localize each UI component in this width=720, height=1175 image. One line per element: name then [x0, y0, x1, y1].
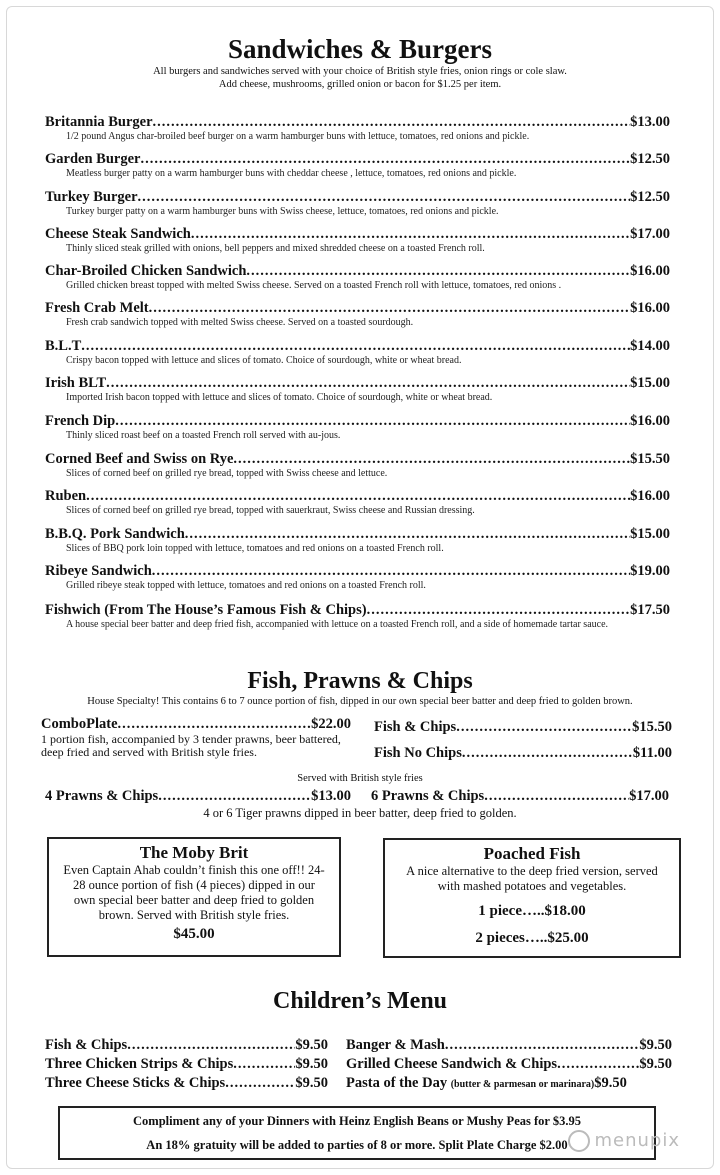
kids-item-price: $9.50 — [295, 1056, 328, 1072]
poached-two: 2 pieces…..$25.00 — [475, 930, 589, 946]
menu-item-desc: Crispy bacon topped with lettuce and slices of tomato. Choice of sourdough, white or wheat bread. — [66, 355, 462, 366]
poached-one-price: $18.00 — [544, 903, 586, 919]
kids-item-price: $9.50 — [295, 1037, 328, 1053]
menu-item-price: $16.00 — [630, 300, 670, 316]
menupix-logo-icon — [568, 1130, 590, 1152]
combo-price: $22.00 — [311, 716, 351, 732]
kids-item-price: $9.50 — [594, 1075, 627, 1091]
footer-line-2: An 18% gratuity will be added to parties of 8 or more. Split Plate Charge $2.00 — [146, 1138, 568, 1152]
watermark — [568, 1130, 680, 1152]
kids-item-name: Banger & Mash — [346, 1037, 445, 1053]
menu-item-price: $12.50 — [630, 189, 670, 205]
menu-item-desc: Thinly sliced roast beef on a toasted French roll served with au-jous. — [66, 430, 341, 441]
menu-item-price: $15.00 — [630, 375, 670, 391]
prawns-6 — [371, 788, 669, 805]
combo-plate — [41, 716, 351, 759]
poached-fish-box — [383, 838, 681, 958]
menu-item-name: Ribeye Sandwich — [45, 563, 152, 579]
fish-intro: House Specialty! This contains 6 to 7 ounce portion of fish, dipped in our own special beer batter and deep fried to golden brown. — [87, 696, 633, 707]
p6-price: $17.00 — [629, 788, 669, 804]
menu-item — [45, 263, 670, 292]
menu-item — [45, 488, 670, 517]
menu-item-name: B.B.Q. Pork Sandwich — [45, 526, 185, 542]
p4-name: 4 Prawns & Chips — [45, 788, 159, 804]
footer-line-1: Compliment any of your Dinners with Heinz English Beans or Mushy Peas for $3.95 — [133, 1114, 581, 1128]
kids-item-name: Pasta of the Day — [346, 1075, 448, 1091]
menu-item-desc: Meatless burger patty on a warm hamburger buns with cheddar cheese , lettuce, tomatoes, red onions and pickle. — [66, 168, 517, 179]
menu-item-name: Corned Beef and Swiss on Rye — [45, 451, 234, 467]
poached-title: Poached Fish — [483, 844, 581, 863]
menu-item-name: Irish BLT — [45, 375, 107, 391]
moby-desc: Even Captain Ahab couldn’t finish this one off!! 24-28 ounce portion of fish (4 pieces) dipped in our own special beer batter and deep fried to golden brown. Served with British style fries. — [63, 863, 325, 922]
menu-item-price: $19.00 — [630, 563, 670, 579]
poached-one: 1 piece…..$18.00 — [478, 903, 586, 919]
menu-item-price: $13.00 — [630, 114, 670, 130]
menu-item-price: $14.00 — [630, 338, 670, 354]
menu-item-name: Ruben — [45, 488, 87, 504]
menu-item-price: $16.00 — [630, 413, 670, 429]
menu-item-desc: Grilled ribeye steak topped with lettuce, tomatoes and red onions on a toasted French roll. — [66, 580, 426, 591]
poached-desc: A nice alternative to the deep fried version, served with mashed potatoes and vegetables. — [406, 864, 658, 893]
menu-item — [45, 375, 670, 404]
sandwiches-intro-2: Add cheese, mushrooms, grilled onion or bacon for $1.25 per item. — [218, 79, 502, 90]
menu-item-name: Fishwich (From The House’s Famous Fish & Chips) — [45, 602, 367, 618]
kids-item-price: $9.50 — [639, 1037, 672, 1053]
p6-name: 6 Prawns & Chips — [371, 788, 485, 804]
combo-name: ComboPlate — [41, 716, 118, 732]
menu-item-name: Britannia Burger — [45, 114, 153, 130]
watermark-text: menupix — [594, 1130, 680, 1151]
sandwiches-title: Sandwiches & Burgers — [227, 34, 492, 64]
moby-title: The Moby Brit — [139, 843, 249, 862]
kids-item-name: Three Cheese Sticks & Chips — [45, 1075, 226, 1091]
menu-item-price: $12.50 — [630, 151, 670, 167]
menu-item-name: B.L.T — [45, 338, 82, 354]
kids-item-price: $9.50 — [295, 1075, 328, 1091]
menu-item — [45, 338, 670, 367]
menu-item — [45, 602, 670, 631]
menu-item-price: $16.00 — [630, 263, 670, 279]
menu-item — [45, 300, 670, 329]
menu-item — [45, 563, 670, 592]
p4-price: $13.00 — [311, 788, 351, 804]
menu-item-price: $16.00 — [630, 488, 670, 504]
menu-item — [45, 151, 670, 180]
menu-item-name: French Dip — [45, 413, 116, 429]
menu-item-price: $15.00 — [630, 526, 670, 542]
menu-item-desc: Turkey burger patty on a warm hamburger buns with Swiss cheese, lettuce, tomatoes, red onions and pickle. — [66, 206, 499, 217]
kids-right-list — [346, 1037, 672, 1093]
menu-item-name: Char-Broiled Chicken Sandwich — [45, 263, 247, 279]
kids-left-list — [45, 1037, 328, 1092]
kids-item-price: $9.50 — [639, 1056, 672, 1072]
menu-item-desc: A house special beer batter and deep fried fish, accompanied with lettuce on a toasted French roll, and a side of homemade tartar sauce. — [66, 619, 609, 630]
prawn-note: Served with British style fries — [297, 773, 423, 784]
menu-item-price: $17.00 — [630, 226, 670, 242]
menu-item-name: Fresh Crab Melt — [45, 300, 149, 316]
menu-item — [45, 189, 670, 218]
fnc-name: Fish No Chips — [374, 745, 462, 761]
menu-item-desc: Fresh crab sandwich topped with melted Swiss cheese. Served on a toasted sourdough. — [66, 317, 414, 328]
kids-item-name: Grilled Cheese Sandwich & Chips — [346, 1056, 558, 1072]
footer-box — [58, 1106, 656, 1160]
fc-price: $15.50 — [632, 719, 672, 735]
poached-two-label: 2 pieces — [475, 930, 525, 946]
menu-item-desc: Imported Irish bacon topped with lettuce and slices of tomato. Choice of sourdough, white or wheat bread. — [66, 392, 493, 403]
fish-title: Fish, Prawns & Chips — [247, 668, 473, 694]
menu-item-price: $15.50 — [630, 451, 670, 467]
menu-item-desc: Slices of BBQ pork loin topped with lettuce, tomatoes and red onions on a toasted French roll. — [66, 543, 444, 554]
menu-item-name: Cheese Steak Sandwich — [45, 226, 191, 242]
menu-item — [45, 526, 670, 555]
menu-item-desc: Grilled chicken breast topped with melted Swiss cheese. Served on a toasted French roll with lettuce, tomatoes, red onions . — [66, 280, 562, 291]
kids-item-name: Three Chicken Strips & Chips — [45, 1056, 234, 1072]
menu-item-desc: Slices of corned beef on grilled rye bread, topped with Swiss cheese and lettuce. — [66, 468, 388, 479]
fc-name: Fish & Chips — [374, 719, 457, 735]
menu-item — [45, 413, 670, 442]
menu-item-name: Turkey Burger — [45, 189, 138, 205]
menu-item — [45, 114, 670, 143]
moby-price: $45.00 — [173, 926, 215, 942]
poached-two-price: $25.00 — [547, 930, 589, 946]
menu-item-name: Garden Burger — [45, 151, 141, 167]
prawns-4 — [45, 788, 351, 805]
fish-no-chips — [374, 745, 672, 762]
menu-item — [45, 451, 670, 480]
menu-item-desc: Slices of corned beef on grilled rye bread, topped with sauerkraut, Swiss cheese and Russian dressing. — [66, 505, 475, 516]
combo-desc: 1 portion fish, accompanied by 3 tender prawns, beer battered, deep fried and served with British style fries. — [41, 732, 341, 759]
moby-brit-box — [47, 837, 341, 957]
kids-item-note: (butter & parmesan or marinara) — [450, 1079, 595, 1090]
poached-one-label: 1 piece — [478, 903, 522, 919]
sandwiches-intro-1: All burgers and sandwiches served with your choice of British style fries, onion rings or cole slaw. — [153, 66, 567, 77]
kids-title: Children’s Menu — [272, 988, 448, 1014]
menu-item-desc: Thinly sliced steak grilled with onions, bell peppers and mixed shredded cheese on a toasted French roll. — [66, 243, 485, 254]
prawn-desc: 4 or 6 Tiger prawns dipped in beer batter, deep fried to golden. — [203, 806, 517, 820]
fish-and-chips — [374, 719, 672, 736]
menu-item-desc: 1/2 pound Angus char-broiled beef burger on a warm hamburger buns with lettuce, tomatoes, red onions and pickle. — [66, 131, 530, 142]
menu-item — [45, 226, 670, 255]
kids-item-name: Fish & Chips — [45, 1037, 128, 1053]
menu-item-price: $17.50 — [630, 602, 670, 618]
fnc-price: $11.00 — [632, 745, 672, 761]
